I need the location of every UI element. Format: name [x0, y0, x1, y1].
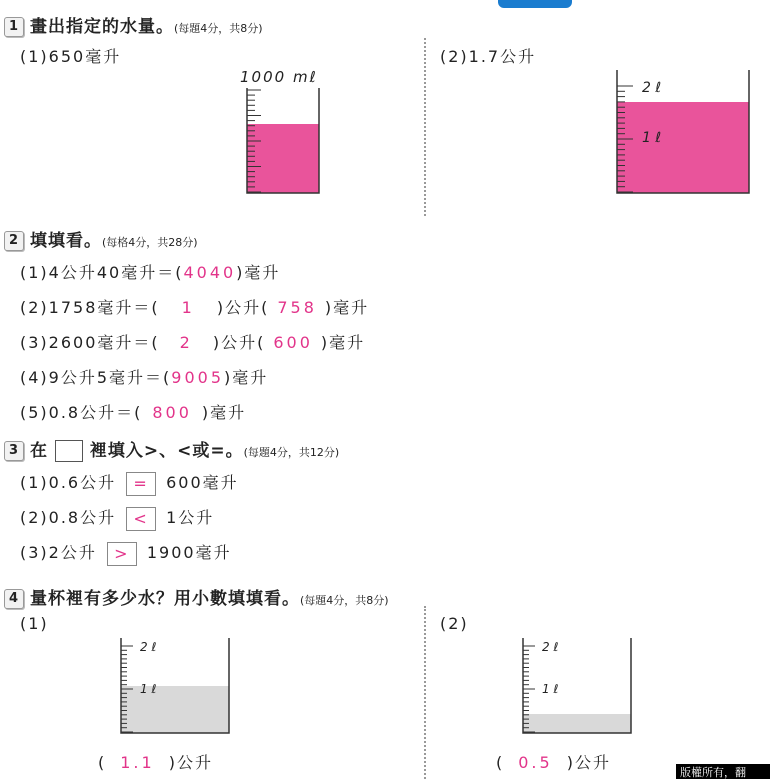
- s3-l3-left: (3)2公升: [20, 543, 97, 562]
- section-4-title-text: 量杯裡有多少水？用小數填填看。: [30, 589, 300, 609]
- s2-l3-post: )毫升: [320, 333, 366, 352]
- s4-q1-answer: 1.1: [120, 753, 155, 772]
- section-4-number: 4: [4, 589, 24, 609]
- section-1-points: (每題4分，共8分): [174, 22, 263, 35]
- s4-q1-water: [121, 686, 229, 733]
- s4-q1-answer-pre: (: [98, 753, 107, 772]
- s4-q1-answer-post: )公升: [168, 753, 213, 772]
- s3-line-1: [20, 470, 239, 496]
- section-4-points: (每題4分，共8分): [300, 594, 389, 607]
- s2-l4-post: )毫升: [224, 368, 269, 387]
- s1-q2-tick-1l: 1 ℓ: [642, 130, 662, 146]
- s4-q2-label: (2): [440, 614, 469, 633]
- s1-q2-tick-2l: 2 ℓ: [642, 80, 662, 96]
- s4-q1-answer-line: [98, 750, 213, 773]
- section-3-title-post: 裡填入>、<或=。: [89, 441, 244, 461]
- s3-l3-right: 1900毫升: [146, 543, 232, 562]
- s4-q2-answer-post: )公升: [566, 753, 611, 772]
- s2-l1-answer: 4040: [183, 263, 237, 282]
- section-3-number: 3: [4, 441, 24, 461]
- s2-l2-answer-1: 1: [181, 298, 195, 317]
- s4-q2-water: [523, 714, 631, 733]
- s1-divider: [424, 38, 426, 216]
- s4-q2-tick-1l: 1 ℓ: [542, 682, 559, 696]
- s1-q2-cup: [616, 70, 750, 194]
- s2-l2-pre: (2)1758毫升＝(: [20, 298, 160, 317]
- section-3-title-pre: 在: [30, 441, 48, 461]
- s2-line-5: [20, 400, 246, 423]
- s2-l5-pre: (5)0.8公升＝(: [20, 403, 143, 422]
- s4-q1-tick-2l: 2 ℓ: [140, 640, 157, 654]
- s3-l2-left: (2)0.8公升: [20, 508, 117, 527]
- section-3-points: (每題4分，共12分): [243, 446, 340, 459]
- s2-l4-answer: 9005: [171, 368, 224, 387]
- s3-line-3: [20, 540, 232, 566]
- s1-q2-water: [617, 102, 749, 193]
- s2-l3-pre: (3)2600毫升＝(: [20, 333, 160, 352]
- s4-q2-answer-line: [496, 750, 611, 773]
- s2-l4-pre: (4)9公升5毫升＝(: [20, 368, 172, 387]
- s1-q2-label: (2)1.7公升: [440, 47, 537, 66]
- s3-l1-symbol: =: [126, 472, 156, 496]
- s3-l2-right: 1公升: [166, 508, 215, 527]
- copyright-footer: 版權所有，翻: [676, 764, 770, 779]
- s2-l5-post: )毫升: [201, 403, 247, 422]
- s4-q2-tick-2l: 2 ℓ: [542, 640, 559, 654]
- s2-l5-answer: 800: [152, 403, 192, 422]
- s1-q1-cup-label: 1000 mℓ: [240, 68, 318, 86]
- s1-q1-cup: [246, 88, 320, 194]
- s3-l2-symbol: <: [126, 507, 156, 531]
- section-1-title: [4, 12, 263, 37]
- s4-q1-label: (1): [20, 614, 49, 633]
- s2-line-1: [20, 260, 280, 283]
- header-tab: [498, 0, 572, 8]
- s2-l2-mid: )公升(: [216, 298, 270, 317]
- s3-l3-symbol: >: [107, 542, 137, 566]
- section-1-title-text: 畫出指定的水量。: [30, 17, 174, 37]
- s2-l2-answer-2: 758: [277, 298, 317, 317]
- section-2-points: (每格4分，共28分): [102, 236, 198, 249]
- blank-box-icon: [55, 440, 83, 462]
- section-2-title: [4, 226, 198, 251]
- s4-q2-answer-pre: (: [496, 753, 505, 772]
- s2-l3-answer-1: 2: [179, 333, 193, 352]
- s1-q1-label: (1)650毫升: [20, 47, 122, 66]
- s2-l1-post: )毫升: [236, 263, 281, 282]
- s4-q1-tick-1l: 1 ℓ: [140, 682, 157, 696]
- section-2-number: 2: [4, 231, 24, 251]
- s4-q1-cup: [120, 638, 230, 734]
- s4-divider: [424, 606, 426, 779]
- s4-q2-cup: [522, 638, 632, 734]
- section-1-number: 1: [4, 17, 24, 37]
- section-3-title: [4, 436, 339, 462]
- s4-q2-answer: 0.5: [518, 753, 553, 772]
- s2-l2-post: )毫升: [324, 298, 370, 317]
- section-2-title-text: 填填看。: [30, 231, 102, 251]
- s2-line-2: [20, 295, 369, 318]
- s2-l1-pre: (1)4公升40毫升＝(: [20, 263, 184, 282]
- s2-line-3: [20, 330, 365, 353]
- s2-line-4: [20, 365, 268, 388]
- s2-l3-answer-2: 600: [273, 333, 313, 352]
- s3-l1-right: 600毫升: [166, 473, 239, 492]
- s3-l1-left: (1)0.6公升: [20, 473, 117, 492]
- s2-l3-mid: )公升(: [212, 333, 266, 352]
- s1-q1-water: [247, 124, 319, 193]
- section-4-title: [4, 584, 389, 609]
- s3-line-2: [20, 505, 214, 531]
